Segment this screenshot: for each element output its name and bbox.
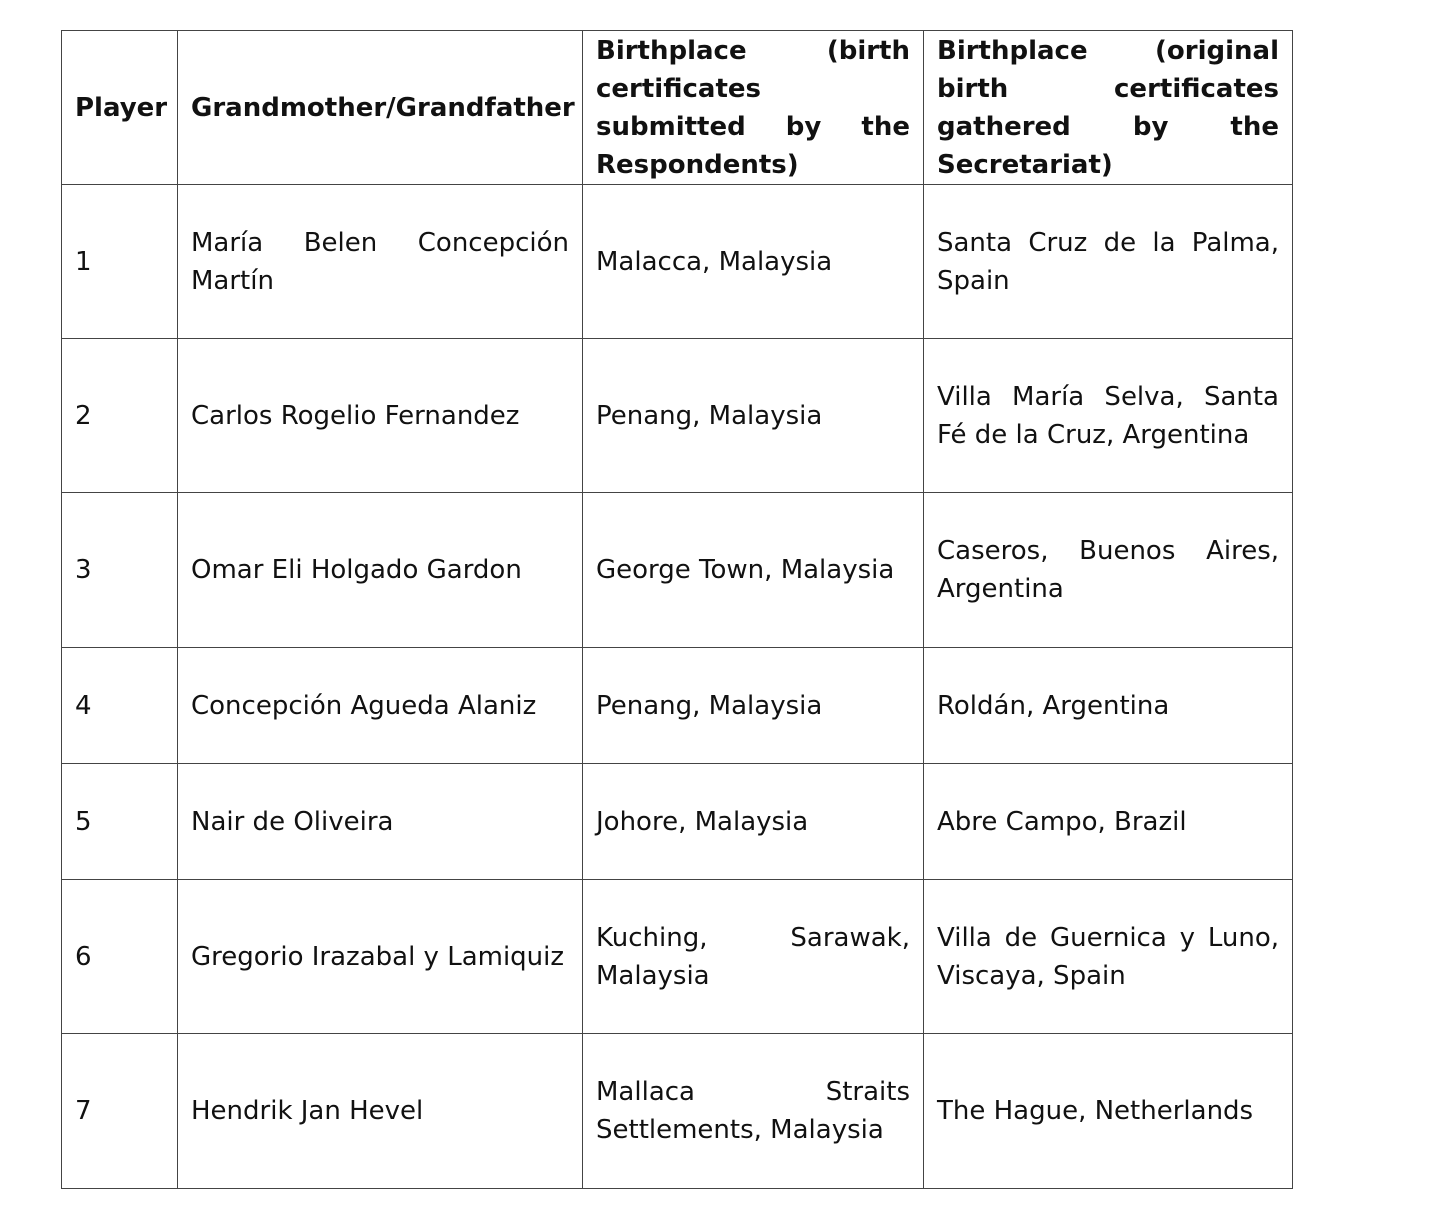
player-cell: 6	[62, 880, 178, 1034]
header-birthplace-original: Birthplace (original birth certificates gathered by the Secretariat)	[924, 31, 1293, 185]
birthplace-original-cell: Villa María Selva, Santa Fé de la Cruz, Argentina	[924, 339, 1293, 493]
player-cell: 4	[62, 648, 178, 764]
player-cell: 2	[62, 339, 178, 493]
birthplace-original-cell: Abre Campo, Brazil	[924, 764, 1293, 880]
table-row	[62, 339, 1293, 493]
birthplace-submitted-cell: Johore, Malaysia	[583, 764, 924, 880]
birthplace-submitted-cell: Penang, Malaysia	[583, 648, 924, 764]
birthplace-original-cell: Caseros, Buenos Aires, Argentina	[924, 493, 1293, 648]
header-birthplace-submitted: Birthplace (birth certificates submitted by the Respondents)	[583, 31, 924, 185]
birthplace-original-cell: Santa Cruz de la Palma, Spain	[924, 185, 1293, 339]
grandparent-cell: Hendrik Jan Hevel	[178, 1034, 583, 1189]
table-row	[62, 880, 1293, 1034]
grandparent-cell: Nair de Oliveira	[178, 764, 583, 880]
birthplace-original-cell: Roldán, Argentina	[924, 648, 1293, 764]
player-cell: 7	[62, 1034, 178, 1189]
birthplace-original-cell: Villa de Guernica y Luno, Viscaya, Spain	[924, 880, 1293, 1034]
grandparent-cell: Concepción Agueda Alaniz	[178, 648, 583, 764]
header-row	[62, 31, 1293, 185]
grandparent-cell: Gregorio Irazabal y Lamiquiz	[178, 880, 583, 1034]
grandparent-cell: Carlos Rogelio Fernandez	[178, 339, 583, 493]
table-row	[62, 493, 1293, 648]
table-row	[62, 185, 1293, 339]
birthplace-submitted-cell: Mallaca Straits Settlements, Malaysia	[583, 1034, 924, 1189]
birthplace-submitted-cell: Kuching, Sarawak, Malaysia	[583, 880, 924, 1034]
birthplace-submitted-cell: George Town, Malaysia	[583, 493, 924, 648]
player-cell: 5	[62, 764, 178, 880]
grandparent-cell: Omar Eli Holgado Gardon	[178, 493, 583, 648]
header-player: Player	[62, 31, 178, 185]
table-row	[62, 648, 1293, 764]
birthplace-submitted-cell: Penang, Malaysia	[583, 339, 924, 493]
birthplace-original-cell: The Hague, Netherlands	[924, 1034, 1293, 1189]
player-cell: 3	[62, 493, 178, 648]
table-row	[62, 764, 1293, 880]
player-cell: 1	[62, 185, 178, 339]
birthplace-table	[61, 30, 1293, 1189]
table-row	[62, 1034, 1293, 1189]
grandparent-cell: María Belen Concepción Martín	[178, 185, 583, 339]
header-grandparent: Grandmother/Grandfather	[178, 31, 583, 185]
birthplace-submitted-cell: Malacca, Malaysia	[583, 185, 924, 339]
